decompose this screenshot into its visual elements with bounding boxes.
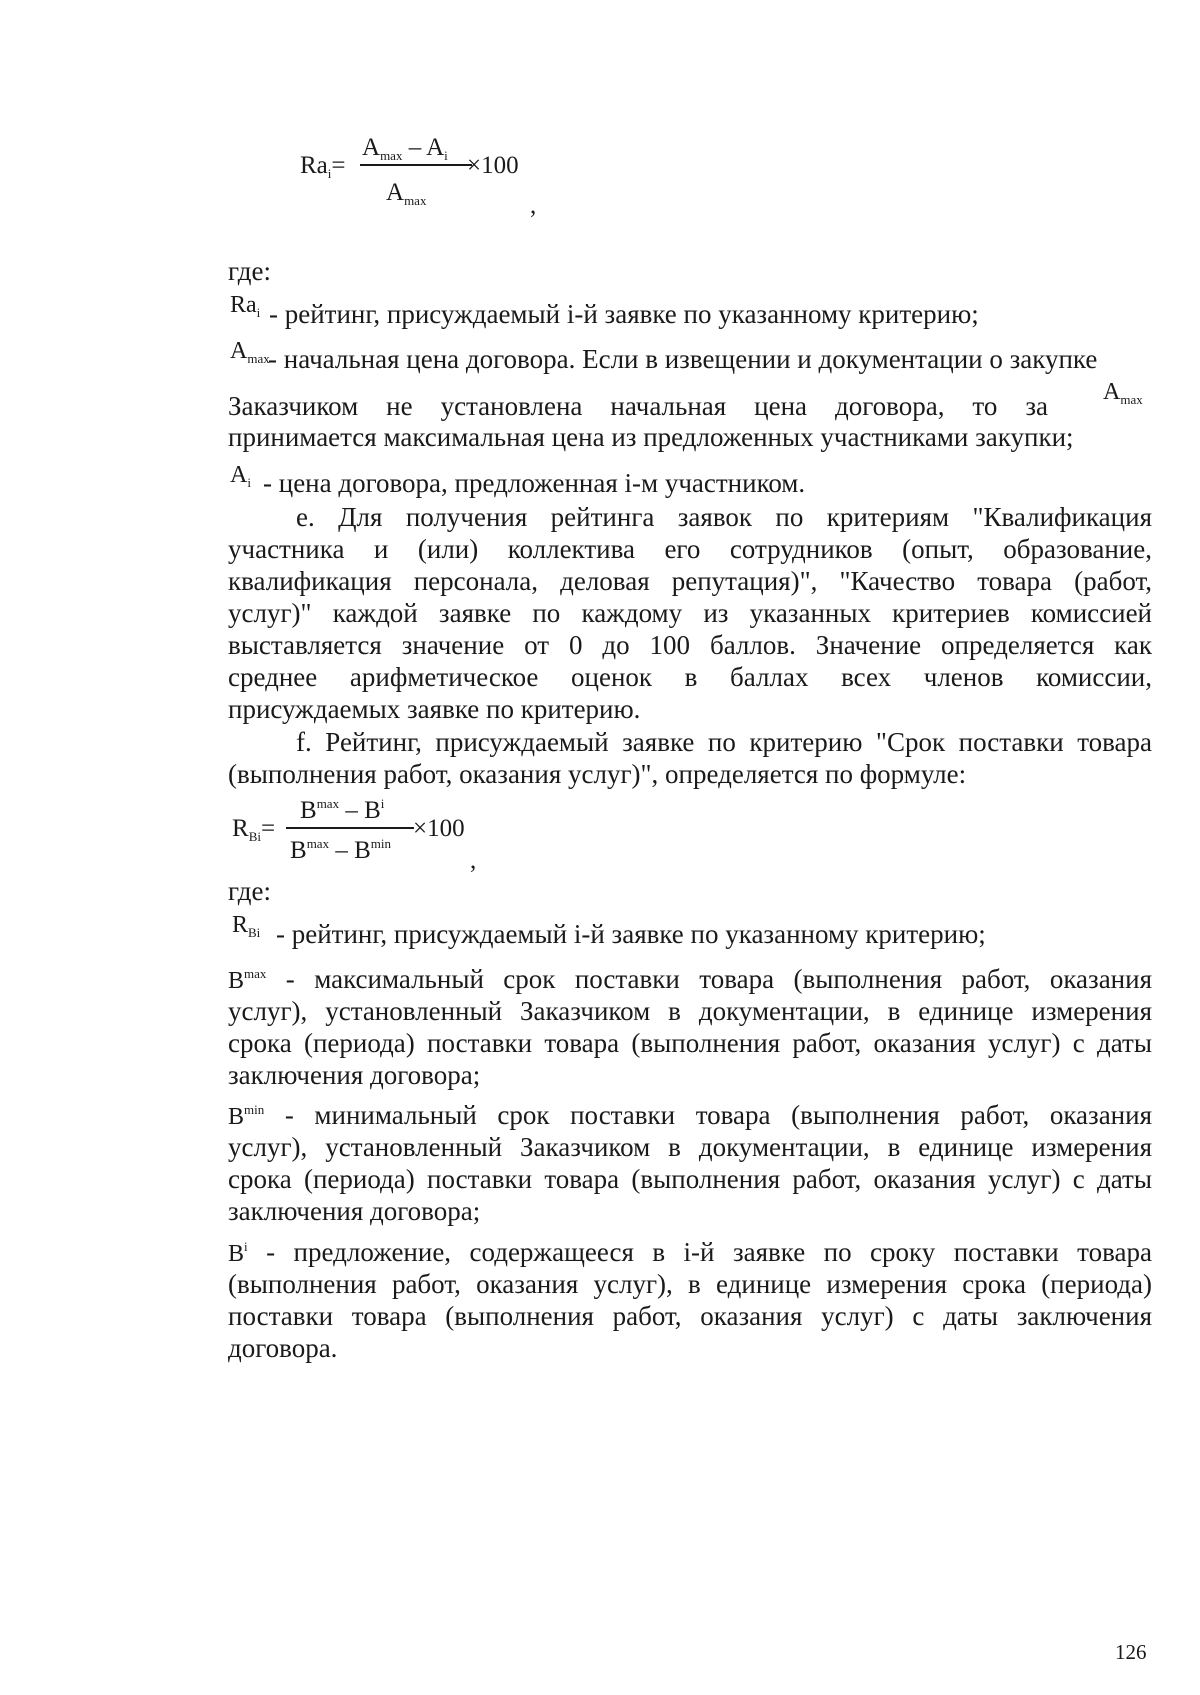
paragraph-f [228,726,1152,790]
definition-line: срока (периода) поставки товара (выполнения работ, оказания услуг) с даты [228,1164,1152,1194]
definition-bmin [228,1099,1152,1227]
definition-line: услуг), установленный Заказчиком в документации, в единице измерения [228,1132,1152,1162]
definition-line: услуг), установленный Заказчиком в документации, в единице измерения [228,996,1152,1026]
symbol-rbi: $R_{Bi}$ [232,912,261,940]
symbol-amax: $A_{max}$ [230,338,270,366]
definition-line: $B^{min}$ - минимальный срок поставки товара (выполнения работ, оказания [228,1100,1152,1130]
definition-line: $B^{max}$ - максимальный срок поставки товара (выполнения работ, оказания [228,964,1152,994]
definition-amax-line: Заказчиком не установлена начальная цена договора, то за [228,391,1048,421]
formula-lhs: $R_{Bi}=$ [232,815,276,844]
fraction-bar [286,827,414,829]
definition-bi [228,1236,1152,1364]
definition-line: заключения договора; [228,1196,481,1226]
symbol-bi: $B^i$ [228,1239,248,1267]
paragraph-line: квалификация персонала, деловая репутация)", "Качество товара (работ, [228,566,1152,596]
paragraph-line: выставляется значение от 0 до 100 баллов. Значение определяется как [228,630,1152,660]
where-label: где: [228,256,271,286]
page-number: 126 [1115,1640,1147,1664]
definition-rbi-text: - рейтинг, присуждаемый i-й заявке по указанному критерию; [276,919,986,949]
definition-line: заключения договора; [228,1060,481,1090]
formula-multiplier: ×100 [467,152,519,179]
definition-amax-line: - начальная цена договора. Если в извещении и документации о закупке [268,344,1098,374]
formula-comma: , [470,847,477,874]
definition-line: срока (периода) поставки товара (выполнения работ, оказания услуг) с даты [228,1028,1152,1058]
formula-numerator: $B^{max} - B^i$ [300,796,385,824]
paragraph-line: (выполнения работ, оказания услуг)", определяется по формуле: [228,759,967,789]
definition-bmax [228,963,1152,1091]
paragraph-e [228,501,1152,725]
formula-lhs: $Ra_i=$ [300,152,346,181]
definition-line: поставки товара (выполнения работ, оказания услуг) с даты заключения [228,1301,1152,1331]
definition-line: договора. [228,1333,338,1363]
symbol-ra: $Ra_i$ [230,292,261,320]
symbol-bmin: $B^{min}$ [228,1102,265,1130]
paragraph-line: услуг)" каждой заявке по каждому из указанных критериев комиссией [228,598,1152,628]
formula-denominator: $A_{max}$ [386,179,427,208]
paragraph-line: участника и (или) коллектива его сотрудников (опыт, образование, [228,534,1152,564]
definition-ai-text: - цена договора, предложенная i-м участником. [263,468,806,498]
definition-ra-text: - рейтинг, присуждаемый i-й заявке по указанному критерию; [269,299,979,329]
formula-denominator: $B^{max} - B^{min}$ [290,836,391,864]
fraction-bar [360,164,472,166]
formula-numerator: $A_{max} - A_i$ [362,134,448,163]
paragraph-line: присуждаемых заявке по критерию. [228,694,641,724]
formula-multiplier: ×100 [413,815,465,842]
definition-line: $B^i$ - предложение, содержащееся в i-й заявке по сроку поставки товара [228,1237,1152,1267]
paragraph-line: среднее арифметическое оценок в баллах всех членов комиссии, [228,662,1152,692]
definition-amax-line: принимается максимальная цена из предложенных участниками закупки; [228,422,1074,452]
symbol-ai: $A_i$ [230,462,251,490]
symbol-amax: $A_{max}$ [1103,379,1143,407]
paragraph-line: е. Для получения рейтинга заявок по критериям "Квалификация [296,502,1152,532]
formula-comma: , [530,192,537,219]
definition-line: (выполнения работ, оказания услуг), в единице измерения срока (периода) [228,1269,1152,1299]
symbol-bmax: $B^{max}$ [228,966,267,994]
paragraph-line: f. Рейтинг, присуждаемый заявке по критерию "Срок поставки товара [296,727,1152,757]
where-label: где: [228,876,271,906]
